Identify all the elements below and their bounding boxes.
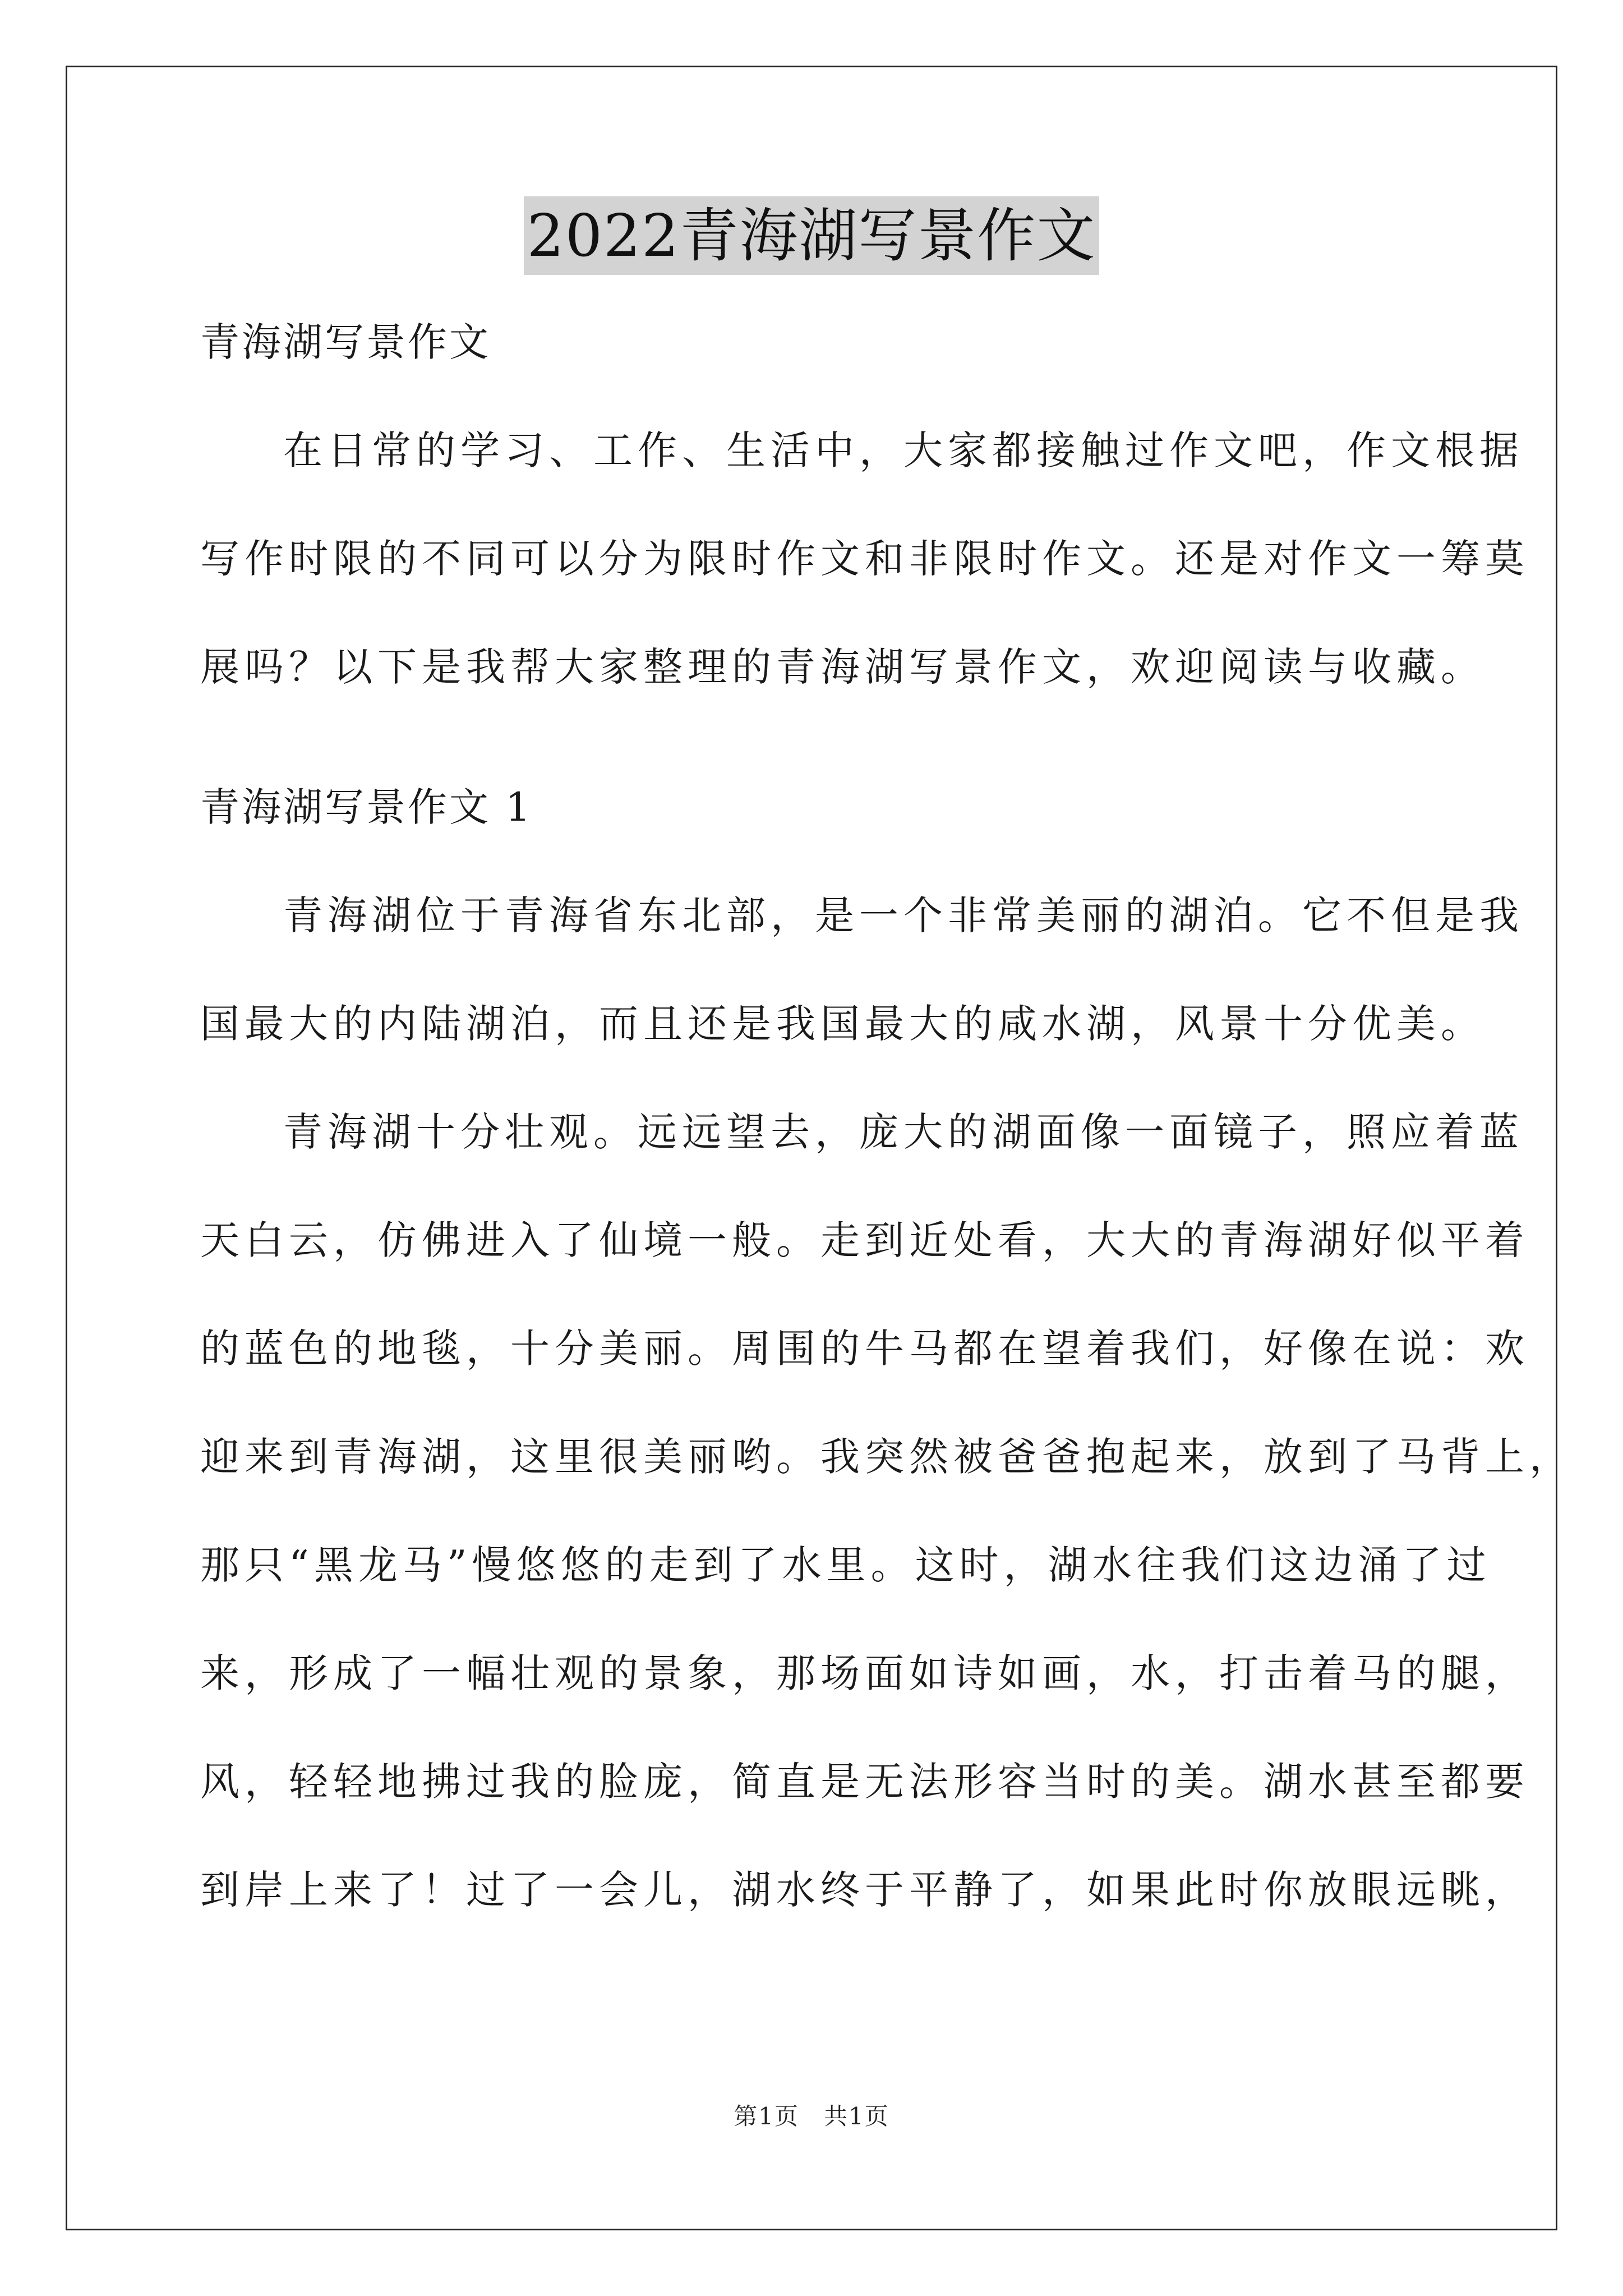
paragraph-line: 青海湖十分壮观。远远望去，庞大的湖面像一面镜子，照应着蓝 <box>283 1109 1524 1155</box>
paragraph-line: 青海湖位于青海省东北部，是一个非常美丽的湖泊。它不但是我 <box>283 892 1524 938</box>
document-body <box>200 314 1574 1970</box>
paragraph-line: 到岸上来了！过了一会儿，湖水终于平静了，如果此时你放眼远眺， <box>200 1867 1529 1913</box>
document-title: 2022青海湖写景作文 <box>524 196 1100 275</box>
paragraph-line: 风，轻轻地拂过我的脸庞，简直是无法形容当时的美。湖水甚至都要 <box>200 1759 1529 1805</box>
intro-line: 展吗？以下是我帮大家整理的青海湖写景作文，欢迎阅读与收藏。 <box>200 644 1485 690</box>
paragraph-line: 迎来到青海湖，这里很美丽哟。我突然被爸爸抱起来，放到了马背上， <box>200 1434 1574 1480</box>
paragraph-line: 国最大的内陆湖泊，而且还是我国最大的咸水湖，风景十分优美。 <box>200 1001 1485 1047</box>
intro-line: 写作时限的不同可以分为限时作文和非限时作文。还是对作文一筹莫 <box>200 536 1529 582</box>
section-heading: 青海湖写景作文 1 <box>200 784 533 830</box>
paragraph-line: 的蓝色的地毯，十分美丽。周围的牛马都在望着我们，好像在说：欢 <box>200 1326 1529 1372</box>
paragraph-line: 来，形成了一幅壮观的景象，那场面如诗如画，水，打击着马的腿， <box>200 1650 1529 1696</box>
page-number-footer: 第1页 共1页 <box>734 2102 889 2130</box>
subtitle: 青海湖写景作文 <box>200 319 491 365</box>
intro-line: 在日常的学习、工作、生活中，大家都接触过作文吧，作文根据 <box>283 427 1524 473</box>
paragraph-line: 天白云，仿佛进入了仙境一般。走到近处看，大大的青海湖好似平着 <box>200 1217 1529 1263</box>
paragraph-line: 那只“黑龙马”慢悠悠的走到了水里。这时，湖水往我们这边涌了过 <box>200 1542 1491 1588</box>
title-container <box>0 196 1623 275</box>
